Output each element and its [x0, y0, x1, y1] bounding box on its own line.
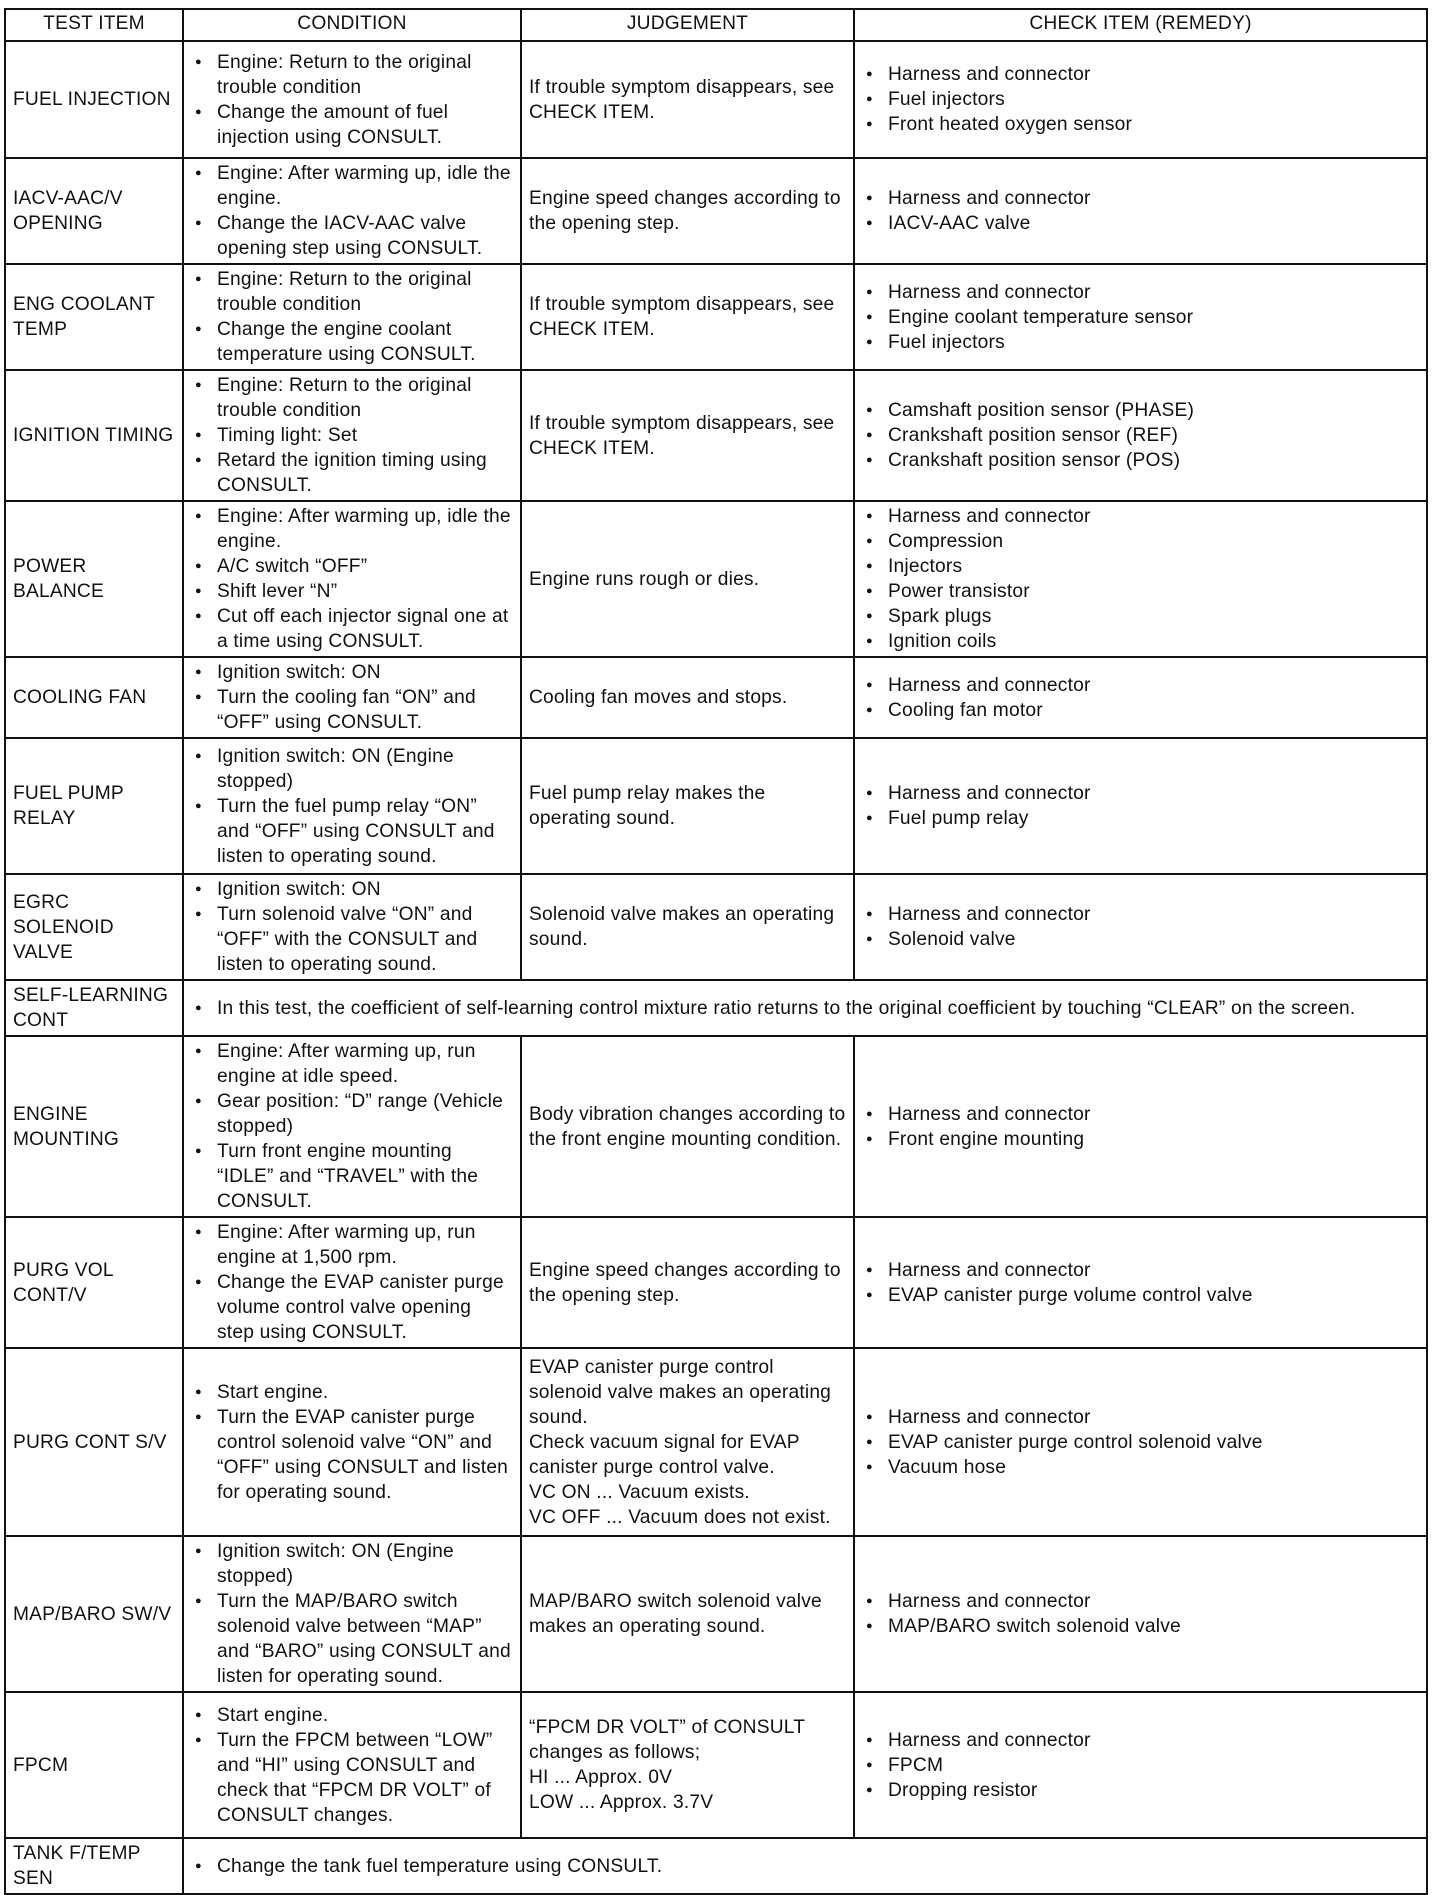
- table-row: [5, 874, 1427, 980]
- bullet-item: ● Front heated oxygen sensor: [862, 112, 1419, 137]
- test-item-cell: POWER BALANCE: [5, 501, 183, 657]
- bullet-list: [191, 1703, 513, 1828]
- bullet-list: [191, 1380, 513, 1505]
- judgement-line: LOW ... Approx. 3.7V: [529, 1792, 714, 1813]
- bullet-item: ● Engine: After warming up, idle the engine.: [191, 504, 513, 554]
- header-check-item: CHECK ITEM (REMEDY): [854, 9, 1427, 41]
- table-row: [5, 501, 1427, 657]
- header-test-item: TEST ITEM: [5, 9, 183, 41]
- judgement-line: Check vacuum signal for EVAP canister purge control valve.: [529, 1431, 800, 1478]
- test-item-cell: IACV-AAC/V OPENING: [5, 158, 183, 264]
- bullet-item: ● Harness and connector: [862, 504, 1419, 529]
- test-item-cell: FPCM: [5, 1692, 183, 1838]
- bullet-item: ● Turn the cooling fan “ON” and “OFF” using CONSULT.: [191, 685, 513, 735]
- table-row: [5, 41, 1427, 158]
- judgement-cell: [521, 1217, 854, 1348]
- judgement-cell: [521, 874, 854, 980]
- check-item-cell: [854, 158, 1427, 264]
- judgement-cell: [521, 501, 854, 657]
- table-row: [5, 738, 1427, 874]
- bullet-item: ● Crankshaft position sensor (POS): [862, 448, 1419, 473]
- test-item-cell: COOLING FAN: [5, 657, 183, 738]
- check-item-cell: [854, 1036, 1427, 1217]
- header-judgement: JUDGEMENT: [521, 9, 854, 41]
- bullet-list: [862, 504, 1419, 654]
- bullet-item: ● Cut off each injector signal one at a time using CONSULT.: [191, 604, 513, 654]
- bullet-list: [862, 1102, 1419, 1152]
- bullet-item: ● Ignition switch: ON (Engine stopped): [191, 744, 513, 794]
- bullet-item: ● EVAP canister purge control solenoid valve: [862, 1430, 1419, 1455]
- bullet-item: ● A/C switch “OFF”: [191, 554, 513, 579]
- bullet-item: ● Harness and connector: [862, 781, 1419, 806]
- table-row: [5, 158, 1427, 264]
- bullet-item: ● Change the engine coolant temperature using CONSULT.: [191, 317, 513, 367]
- test-item-cell: PURG VOL CONT/V: [5, 1217, 183, 1348]
- condition-cell: [183, 1536, 521, 1692]
- bullet-item: ● Harness and connector: [862, 1405, 1419, 1430]
- bullet-item: ● Vacuum hose: [862, 1455, 1419, 1480]
- bullet-list: [862, 1589, 1419, 1639]
- condition-cell: [183, 657, 521, 738]
- bullet-item: ● Harness and connector: [862, 673, 1419, 698]
- bullet-item: ● Harness and connector: [862, 62, 1419, 87]
- bullet-list: [191, 50, 513, 150]
- judgement-cell: [521, 1536, 854, 1692]
- judgement-line: Fuel pump relay makes the operating sound.: [529, 783, 766, 829]
- bullet-item: ● Timing light: Set: [191, 423, 513, 448]
- bullet-list: [862, 398, 1419, 473]
- judgement-cell: [521, 41, 854, 158]
- bullet-item: ● Turn the FPCM between “LOW” and “HI” using CONSULT and check that “FPCM DR VOLT” of CONSULT changes.: [191, 1728, 513, 1828]
- bullet-item: ● Engine: Return to the original trouble condition: [191, 267, 513, 317]
- table-row: [5, 264, 1427, 370]
- bullet-item: ● Ignition switch: ON (Engine stopped): [191, 1539, 513, 1589]
- bullet-list: [862, 62, 1419, 137]
- bullet-item: ● Engine: Return to the original trouble condition: [191, 373, 513, 423]
- bullet-list: [862, 280, 1419, 355]
- judgement-cell: [521, 657, 854, 738]
- test-item-cell: MAP/BARO SW/V: [5, 1536, 183, 1692]
- bullet-list: [862, 781, 1419, 831]
- table-header-row: [5, 9, 1427, 41]
- condition-cell: [183, 370, 521, 501]
- document-page: [4, 8, 1426, 1895]
- table-row: [5, 657, 1427, 738]
- condition-cell: [183, 1692, 521, 1838]
- bullet-item: ● Harness and connector: [862, 1728, 1419, 1753]
- check-item-cell: [854, 1536, 1427, 1692]
- judgement-cell: [521, 264, 854, 370]
- test-item-cell: TANK F/TEMP SEN: [5, 1838, 183, 1894]
- judgement-cell: [521, 1036, 854, 1217]
- test-item-cell: PURG CONT S/V: [5, 1348, 183, 1536]
- bullet-item: ● MAP/BARO switch solenoid valve: [862, 1614, 1419, 1639]
- test-item-cell: EGRC SOLENOID VALVE: [5, 874, 183, 980]
- bullet-item: ● Harness and connector: [862, 902, 1419, 927]
- judgement-line: Engine speed changes according to the opening step.: [529, 188, 841, 234]
- condition-cell: [183, 1036, 521, 1217]
- condition-cell: [183, 501, 521, 657]
- bullet-list: [191, 161, 513, 261]
- check-item-cell: [854, 41, 1427, 158]
- bullet-list: [862, 1405, 1419, 1480]
- bullet-list: [191, 660, 513, 735]
- check-item-cell: [854, 1217, 1427, 1348]
- table-row: [5, 1692, 1427, 1838]
- judgement-cell: [521, 1692, 854, 1838]
- condition-cell: [183, 264, 521, 370]
- bullet-item: ● Turn the MAP/BARO switch solenoid valve between “MAP” and “BARO” using CONSULT and listen for operating sound.: [191, 1589, 513, 1689]
- judgement-cell: [521, 738, 854, 874]
- bullet-item: ● Start engine.: [191, 1703, 513, 1728]
- bullet-item: ● Shift lever “N”: [191, 579, 513, 604]
- bullet-item: ● Cooling fan motor: [862, 698, 1419, 723]
- condition-cell: [183, 158, 521, 264]
- bullet-item: ● Dropping resistor: [862, 1778, 1419, 1803]
- check-item-cell: [854, 370, 1427, 501]
- bullet-list: [862, 1258, 1419, 1308]
- bullet-list: [862, 673, 1419, 723]
- judgement-cell: [521, 370, 854, 501]
- bullet-list: [191, 1539, 513, 1689]
- bullet-item: ● Turn front engine mounting “IDLE” and “TRAVEL” with the CONSULT.: [191, 1139, 513, 1214]
- judgement-line: Engine runs rough or dies.: [529, 568, 760, 590]
- bullet-item: ● Fuel injectors: [862, 330, 1419, 355]
- bullet-item: ● Fuel injectors: [862, 87, 1419, 112]
- bullet-item: ● Change the tank fuel temperature using CONSULT.: [191, 1854, 1419, 1879]
- bullet-item: ● Turn solenoid valve “ON” and “OFF” with the CONSULT and listen to operating sound.: [191, 902, 513, 977]
- bullet-item: ● Harness and connector: [862, 1102, 1419, 1127]
- bullet-item: ● In this test, the coefficient of self-learning control mixture ratio returns to the original coefficient by touching “CLEAR” on the screen.: [191, 996, 1419, 1021]
- judgement-cell: [521, 158, 854, 264]
- bullet-item: ● Harness and connector: [862, 186, 1419, 211]
- bullet-list: [191, 504, 513, 654]
- bullet-item: ● Power transistor: [862, 579, 1419, 604]
- condition-cell: [183, 738, 521, 874]
- bullet-item: ● Engine: Return to the original trouble condition: [191, 50, 513, 100]
- judgement-line: If trouble symptom disappears, see CHECK ITEM.: [529, 76, 835, 123]
- table-row: [5, 370, 1427, 501]
- check-item-cell: [854, 1692, 1427, 1838]
- bullet-list: [862, 902, 1419, 952]
- bullet-item: ● Turn the fuel pump relay “ON” and “OFF” using CONSULT and listen to operating sound.: [191, 794, 513, 869]
- bullet-item: ● FPCM: [862, 1753, 1419, 1778]
- judgement-cell: [521, 1348, 854, 1536]
- bullet-item: ● Harness and connector: [862, 280, 1419, 305]
- bullet-item: ● Ignition coils: [862, 629, 1419, 654]
- test-item-cell: ENG COOLANT TEMP: [5, 264, 183, 370]
- bullet-item: ● Fuel pump relay: [862, 806, 1419, 831]
- bullet-item: ● Gear position: “D” range (Vehicle stopped): [191, 1089, 513, 1139]
- bullet-list: [191, 267, 513, 367]
- bullet-item: ● Injectors: [862, 554, 1419, 579]
- bullet-item: ● Front engine mounting: [862, 1127, 1419, 1152]
- bullet-item: ● Crankshaft position sensor (REF): [862, 423, 1419, 448]
- bullet-list: [862, 1728, 1419, 1803]
- bullet-item: ● Engine: After warming up, run engine at idle speed.: [191, 1039, 513, 1089]
- bullet-item: ● Engine coolant temperature sensor: [862, 305, 1419, 330]
- judgement-line: VC OFF ... Vacuum does not exist.: [529, 1506, 831, 1528]
- condition-cell: [183, 41, 521, 158]
- bullet-item: ● Spark plugs: [862, 604, 1419, 629]
- judgement-line: “FPCM DR VOLT” of CONSULT changes as follows;: [529, 1717, 805, 1763]
- bullet-list: [191, 1039, 513, 1214]
- bullet-item: ● Harness and connector: [862, 1258, 1419, 1283]
- judgement-line: Solenoid valve makes an operating sound.: [529, 904, 835, 950]
- table-row: [5, 1036, 1427, 1217]
- condition-cell: [183, 1217, 521, 1348]
- judgement-line: Body vibration changes according to the front engine mounting condition.: [529, 1103, 846, 1150]
- bullet-item: ● Turn the EVAP canister purge control solenoid valve “ON” and “OFF” using CONSULT and listen for operating sound.: [191, 1405, 513, 1505]
- spanning-condition-cell: [183, 980, 1427, 1036]
- test-item-cell: FUEL INJECTION: [5, 41, 183, 158]
- bullet-list: [191, 1854, 1419, 1879]
- bullet-list: [191, 373, 513, 498]
- test-item-cell: IGNITION TIMING: [5, 370, 183, 501]
- judgement-line: HI ... Approx. 0V: [529, 1767, 673, 1788]
- judgement-line: Engine speed changes according to the opening step.: [529, 1259, 841, 1306]
- judgement-line: If trouble symptom disappears, see CHECK ITEM.: [529, 412, 835, 459]
- bullet-item: ● Harness and connector: [862, 1589, 1419, 1614]
- check-item-cell: [854, 738, 1427, 874]
- test-item-cell: FUEL PUMP RELAY: [5, 738, 183, 874]
- bullet-item: ● Ignition switch: ON: [191, 660, 513, 685]
- test-item-cell: SELF-LEARNING CONT: [5, 980, 183, 1036]
- table-row: [5, 1838, 1427, 1894]
- bullet-item: ● Start engine.: [191, 1380, 513, 1405]
- bullet-list: [862, 186, 1419, 236]
- judgement-line: If trouble symptom disappears, see CHECK ITEM.: [529, 294, 835, 340]
- header-condition: CONDITION: [183, 9, 521, 41]
- check-item-cell: [854, 1348, 1427, 1536]
- bullet-item: ● Engine: After warming up, idle the engine.: [191, 161, 513, 211]
- active-test-table: [4, 8, 1428, 1895]
- spanning-condition-cell: [183, 1838, 1427, 1894]
- judgement-line: MAP/BARO switch solenoid valve makes an operating sound.: [529, 1591, 822, 1637]
- judgement-line: Cooling fan moves and stops.: [529, 687, 788, 708]
- table-row: [5, 1536, 1427, 1692]
- bullet-item: ● Compression: [862, 529, 1419, 554]
- bullet-item: ● Change the amount of fuel injection using CONSULT.: [191, 100, 513, 150]
- check-item-cell: [854, 657, 1427, 738]
- bullet-item: ● EVAP canister purge volume control valve: [862, 1283, 1419, 1308]
- bullet-item: ● IACV-AAC valve: [862, 211, 1419, 236]
- condition-cell: [183, 1348, 521, 1536]
- condition-cell: [183, 874, 521, 980]
- bullet-list: [191, 1220, 513, 1345]
- bullet-list: [191, 744, 513, 869]
- bullet-list: [191, 996, 1419, 1021]
- bullet-item: ● Change the IACV-AAC valve opening step using CONSULT.: [191, 211, 513, 261]
- bullet-item: ● Ignition switch: ON: [191, 877, 513, 902]
- bullet-list: [191, 877, 513, 977]
- check-item-cell: [854, 501, 1427, 657]
- bullet-item: ● Engine: After warming up, run engine at 1,500 rpm.: [191, 1220, 513, 1270]
- table-row: [5, 980, 1427, 1036]
- table-row: [5, 1217, 1427, 1348]
- check-item-cell: [854, 264, 1427, 370]
- bullet-item: ● Camshaft position sensor (PHASE): [862, 398, 1419, 423]
- check-item-cell: [854, 874, 1427, 980]
- bullet-item: ● Change the EVAP canister purge volume control valve opening step using CONSULT.: [191, 1270, 513, 1345]
- test-item-cell: ENGINE MOUNTING: [5, 1036, 183, 1217]
- bullet-item: ● Solenoid valve: [862, 927, 1419, 952]
- judgement-line: EVAP canister purge control solenoid valve makes an operating sound.: [529, 1356, 832, 1428]
- bullet-item: ● Retard the ignition timing using CONSULT.: [191, 448, 513, 498]
- table-row: [5, 1348, 1427, 1536]
- judgement-line: VC ON ... Vacuum exists.: [529, 1481, 750, 1503]
- table-body: [5, 41, 1427, 1894]
